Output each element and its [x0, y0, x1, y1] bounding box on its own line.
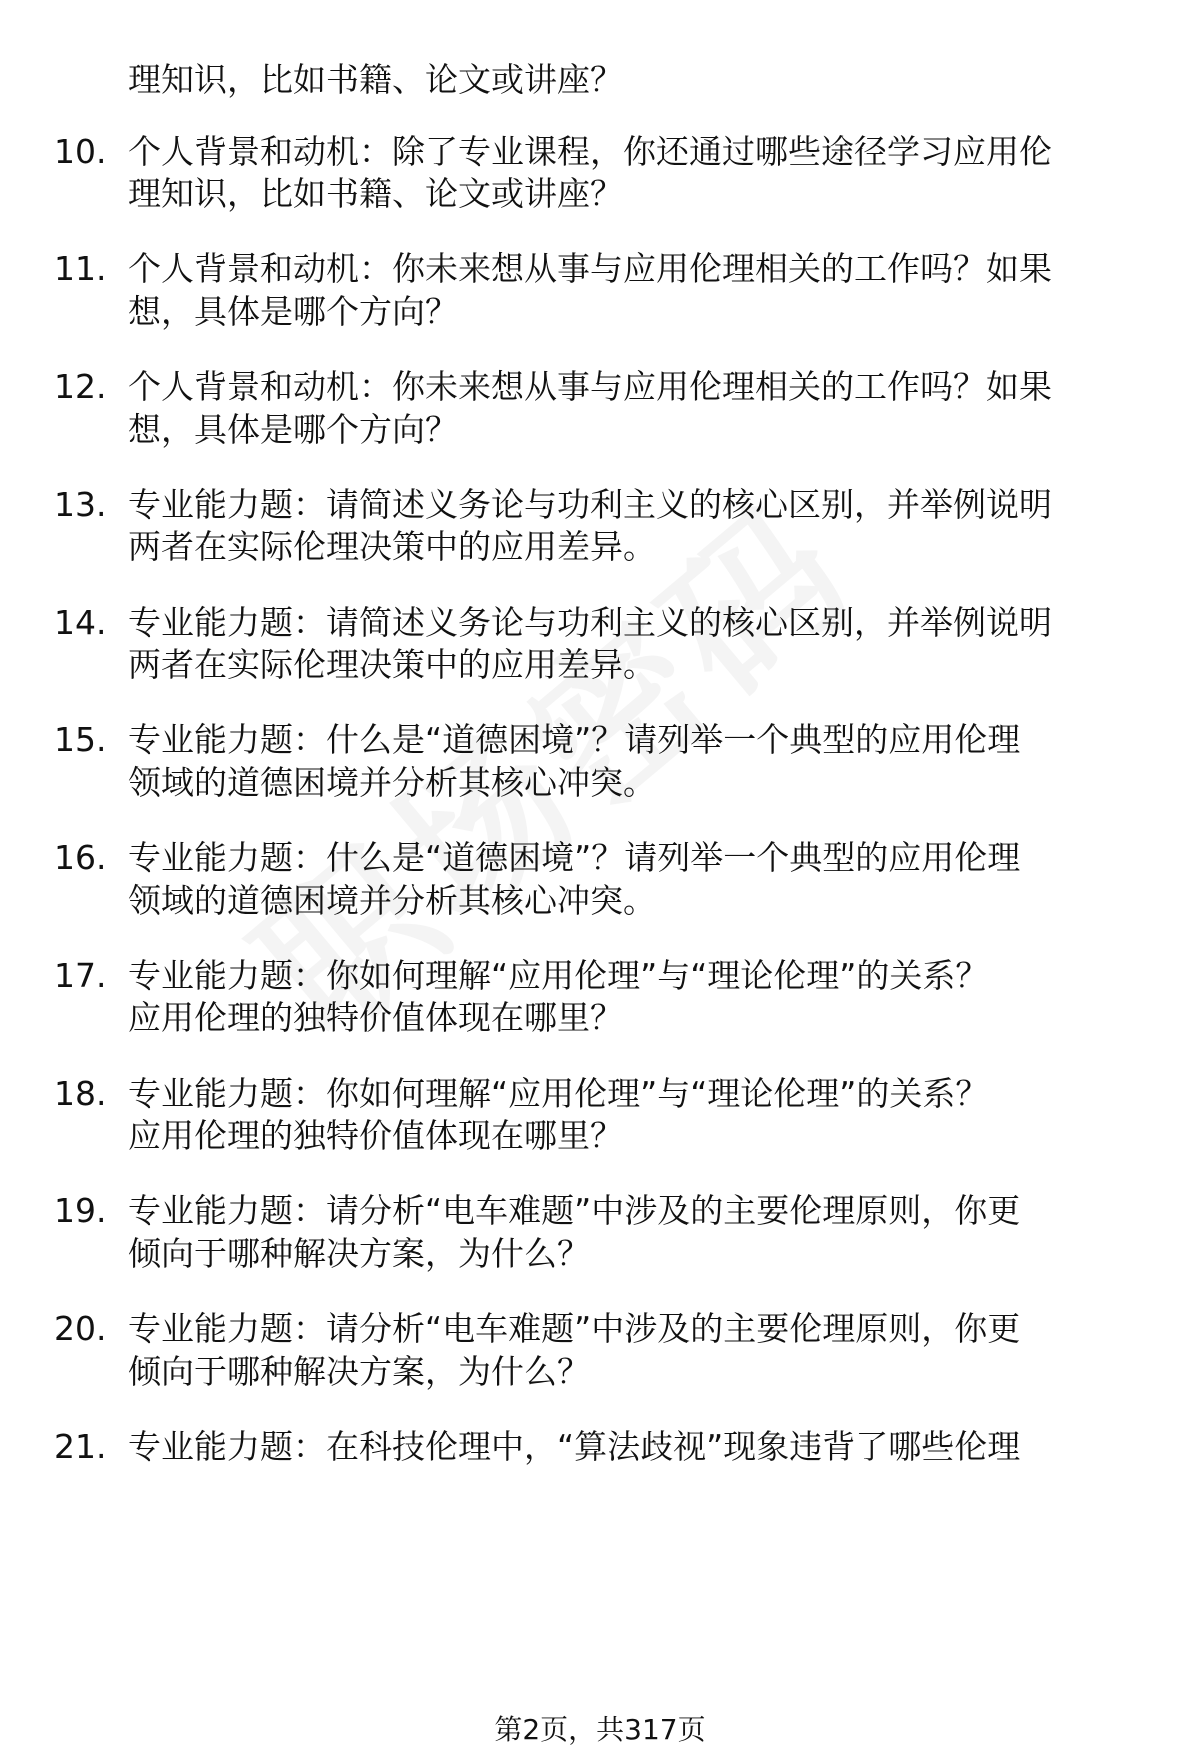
- question-text-line: 应用伦理的独特价值体现在哪里？: [128, 1116, 623, 1155]
- question-text-line: 倾向于哪种解决方案，为什么？: [128, 1234, 590, 1273]
- question-number: 13.: [54, 485, 107, 524]
- question-number: 12.: [54, 367, 107, 406]
- question-text-line: 个人背景和动机：除了专业课程，你还通过哪些途径学习应用伦: [128, 132, 1052, 171]
- question-text-line: 应用伦理的独特价值体现在哪里？: [128, 998, 623, 1037]
- question-text-line: 领域的道德困境并分析其核心冲突。: [128, 763, 656, 802]
- question-number: 15.: [54, 720, 107, 759]
- question-text-line: 专业能力题：什么是“道德困境”？请列举一个典型的应用伦理: [128, 838, 1021, 877]
- question-text-line: 个人背景和动机：你未来想从事与应用伦理相关的工作吗？如果: [128, 249, 1052, 288]
- question-text-line: 领域的道德困境并分析其核心冲突。: [128, 881, 656, 920]
- question-text-line: 专业能力题：什么是“道德困境”？请列举一个典型的应用伦理: [128, 720, 1021, 759]
- page-footer: [0, 1710, 1200, 1750]
- question-number: 21.: [54, 1427, 107, 1466]
- question-number: 16.: [54, 838, 107, 877]
- question-text-line: 个人背景和动机：你未来想从事与应用伦理相关的工作吗？如果: [128, 367, 1052, 406]
- question-text-line: 理知识，比如书籍、论文或讲座？: [128, 174, 623, 213]
- question-number: 17.: [54, 956, 107, 995]
- question-number: 10.: [54, 132, 107, 171]
- question-text-line: 两者在实际伦理决策中的应用差异。: [128, 527, 656, 566]
- question-number: 11.: [54, 249, 107, 288]
- question-text-line: 专业能力题：请简述义务论与功利主义的核心区别，并举例说明: [128, 603, 1052, 642]
- question-text-line: 想，具体是哪个方向？: [128, 292, 458, 331]
- question-text-line: 两者在实际伦理决策中的应用差异。: [128, 645, 656, 684]
- question-number: 14.: [54, 603, 107, 642]
- question-text-line: 专业能力题：请分析“电车难题”中涉及的主要伦理原则，你更: [128, 1191, 1021, 1230]
- question-text-line: 专业能力题：请简述义务论与功利主义的核心区别，并举例说明: [128, 485, 1052, 524]
- question-text-line: 理知识，比如书籍、论文或讲座？: [128, 60, 623, 99]
- question-number: 19.: [54, 1191, 107, 1230]
- question-text-line: 专业能力题：你如何理解“应用伦理”与“理论伦理”的关系？: [128, 1074, 989, 1113]
- question-number: 20.: [54, 1309, 107, 1348]
- question-text-line: 专业能力题：请分析“电车难题”中涉及的主要伦理原则，你更: [128, 1309, 1021, 1348]
- page-number-label: 第2页，共317页: [494, 1713, 706, 1746]
- question-text-line: 倾向于哪种解决方案，为什么？: [128, 1352, 590, 1391]
- question-text-line: 专业能力题：你如何理解“应用伦理”与“理论伦理”的关系？: [128, 956, 989, 995]
- question-number: 18.: [54, 1074, 107, 1113]
- question-text-line: 想，具体是哪个方向？: [128, 410, 458, 449]
- question-text-line: 专业能力题：在科技伦理中，“算法歧视”现象违背了哪些伦理: [128, 1427, 1021, 1466]
